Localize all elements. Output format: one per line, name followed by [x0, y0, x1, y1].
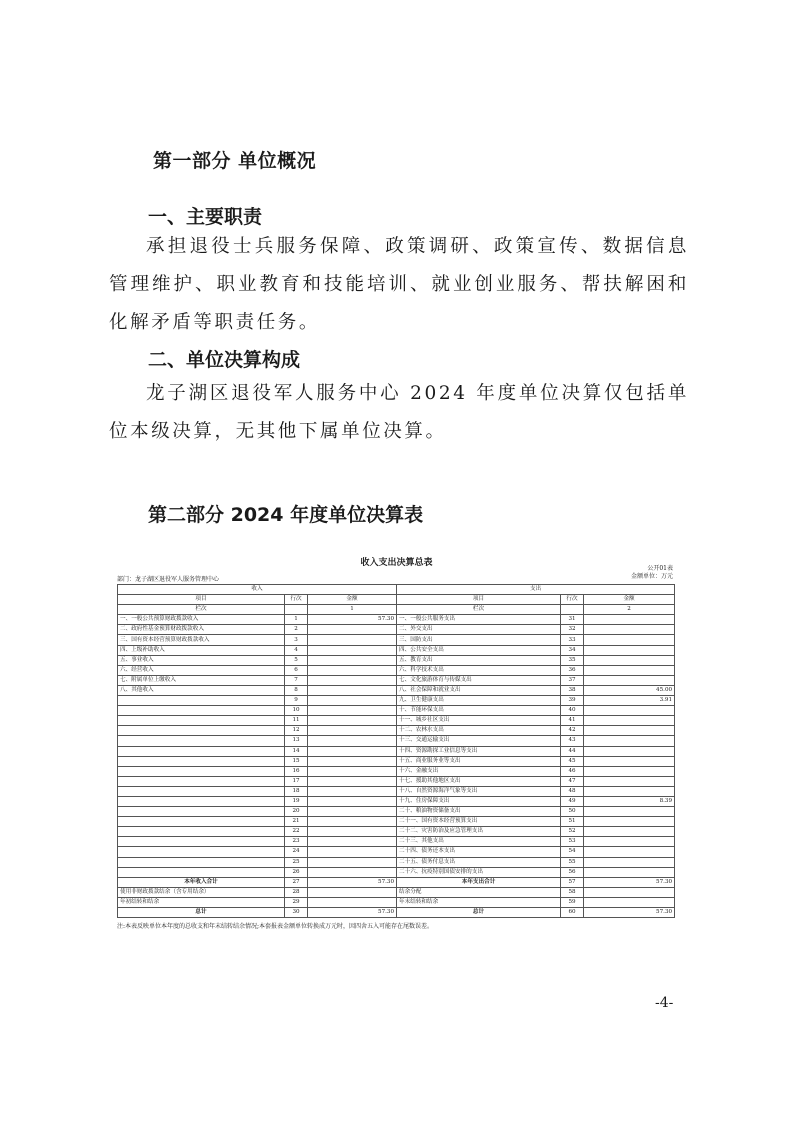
- income-col-amount: 金额: [308, 595, 397, 605]
- expense-row-cell: 41: [561, 716, 584, 726]
- expense-amount-cell: [584, 887, 675, 897]
- expense-item-cell: 一、一般公共服务支出: [397, 615, 561, 625]
- expense-amount-cell: 57.30: [584, 908, 675, 918]
- table-row: [118, 897, 675, 907]
- expense-row-cell: 43: [561, 736, 584, 746]
- income-row-cell: 10: [285, 706, 308, 716]
- part1-title: 第一部分 单位概况: [153, 150, 317, 172]
- income-amount-cell: [308, 685, 397, 695]
- income-row-cell: 16: [285, 766, 308, 776]
- expense-amount-cell: [584, 645, 675, 655]
- table-row: [118, 746, 675, 756]
- income-amount-cell: [308, 807, 397, 817]
- income-amount-cell: [308, 827, 397, 837]
- income-item-cell: [118, 746, 285, 756]
- income-amount-cell: 57.30: [308, 877, 397, 887]
- income-row-cell: 23: [285, 837, 308, 847]
- income-amount-cell: 57.30: [308, 615, 397, 625]
- expense-amount-cell: [584, 706, 675, 716]
- expense-row-cell: 58: [561, 887, 584, 897]
- income-col-item: 项目: [118, 595, 285, 605]
- table-row: [118, 756, 675, 766]
- expense-row-cell: 51: [561, 817, 584, 827]
- expense-amount-cell: [584, 897, 675, 907]
- table-row: [118, 817, 675, 827]
- income-amount-cell: [308, 766, 397, 776]
- income-item-cell: 五、事业收入: [118, 655, 285, 665]
- expense-header: 支出: [397, 585, 675, 595]
- expense-index-value: 2: [584, 605, 675, 615]
- income-item-cell: [118, 756, 285, 766]
- expense-amount-cell: 45.00: [584, 685, 675, 695]
- expense-item-cell: 六、科学技术支出: [397, 665, 561, 675]
- expense-amount-cell: [584, 837, 675, 847]
- expense-row-cell: 53: [561, 837, 584, 847]
- expense-row-cell: 35: [561, 655, 584, 665]
- section1-heading: 一、主要职责: [148, 206, 263, 228]
- income-row-cell: 19: [285, 796, 308, 806]
- table-row: [118, 706, 675, 716]
- income-amount-cell: [308, 716, 397, 726]
- table-row: [118, 766, 675, 776]
- table-department: 部门：龙子湖区退役军人服务管理中心: [117, 576, 220, 583]
- income-row-cell: 9: [285, 696, 308, 706]
- expense-row-cell: 45: [561, 756, 584, 766]
- expense-row-cell: 49: [561, 796, 584, 806]
- expense-item-cell: 总计: [397, 908, 561, 918]
- income-item-cell: [118, 716, 285, 726]
- expense-amount-cell: [584, 655, 675, 665]
- expense-amount-cell: [584, 817, 675, 827]
- income-item-cell: 使用非财政拨款结余（含专用结余）: [118, 887, 285, 897]
- income-header: 收入: [118, 585, 397, 595]
- expense-item-cell: 十七、援助其他地区支出: [397, 776, 561, 786]
- table-summary-row: [118, 908, 675, 918]
- table-group-header-row: [118, 585, 675, 595]
- income-row-cell: 17: [285, 776, 308, 786]
- income-row-cell: 30: [285, 908, 308, 918]
- expense-item-cell: 二十六、抗疫特别国债安排的支出: [397, 867, 561, 877]
- table-row: [118, 786, 675, 796]
- expense-amount-cell: [584, 786, 675, 796]
- income-item-cell: 二、政府性基金预算财政拨款收入: [118, 625, 285, 635]
- income-row-cell: 25: [285, 857, 308, 867]
- income-item-cell: [118, 706, 285, 716]
- expense-amount-cell: [584, 867, 675, 877]
- expense-amount-cell: [584, 726, 675, 736]
- income-amount-cell: [308, 887, 397, 897]
- expense-item-cell: 十二、农林水支出: [397, 726, 561, 736]
- table-row: [118, 857, 675, 867]
- income-row-cell: 20: [285, 807, 308, 817]
- income-row-cell: 4: [285, 645, 308, 655]
- income-item-cell: 七、附属单位上缴收入: [118, 675, 285, 685]
- table-row: [118, 776, 675, 786]
- income-row-cell: 15: [285, 756, 308, 766]
- table-row: [118, 837, 675, 847]
- table-row: [118, 736, 675, 746]
- income-item-cell: [118, 696, 285, 706]
- income-item-cell: 一、一般公共预算财政拨款收入: [118, 615, 285, 625]
- income-row-cell: 27: [285, 877, 308, 887]
- table-note: 注:本表反映单位本年度的总收支和年末结转结余情况;本套报表金额单位转换成万元时，因四舍五入可能存在尾数误差。: [117, 923, 434, 930]
- income-row-cell: 8: [285, 685, 308, 695]
- expense-row-cell: 48: [561, 786, 584, 796]
- expense-item-cell: 年末结转和结余: [397, 897, 561, 907]
- expense-col-amount: 金额: [584, 595, 675, 605]
- income-amount-cell: [308, 837, 397, 847]
- expense-amount-cell: [584, 625, 675, 635]
- income-amount-cell: [308, 675, 397, 685]
- expense-row-cell: 50: [561, 807, 584, 817]
- expense-col-item: 项目: [397, 595, 561, 605]
- income-row-cell: 6: [285, 665, 308, 675]
- expense-row-cell: 31: [561, 615, 584, 625]
- income-amount-cell: [308, 726, 397, 736]
- expense-item-cell: 二十四、债务还本支出: [397, 847, 561, 857]
- table-row: [118, 827, 675, 837]
- expense-row-cell: 38: [561, 685, 584, 695]
- income-item-cell: 总计: [118, 908, 285, 918]
- income-row-cell: 24: [285, 847, 308, 857]
- expense-row-cell: 52: [561, 827, 584, 837]
- income-row-cell: 1: [285, 615, 308, 625]
- income-amount-cell: [308, 706, 397, 716]
- table-row: [118, 655, 675, 665]
- table-index-row: [118, 605, 675, 615]
- section2-heading: 二、单位决算构成: [148, 349, 301, 371]
- expense-amount-cell: 8.39: [584, 796, 675, 806]
- income-item-cell: [118, 736, 285, 746]
- expense-amount-cell: [584, 756, 675, 766]
- table-row: [118, 665, 675, 675]
- expense-index-row: [561, 605, 584, 615]
- income-row-cell: 18: [285, 786, 308, 796]
- expense-row-cell: 42: [561, 726, 584, 736]
- income-row-cell: 5: [285, 655, 308, 665]
- expense-item-cell: 九、卫生健康支出: [397, 696, 561, 706]
- income-item-cell: 六、经营收入: [118, 665, 285, 675]
- section2-text: 龙子湖区退役军人服务中心 2024 年度单位决算仅包括单位本级决算，无其他下属单位决算。: [109, 383, 689, 442]
- income-item-cell: [118, 837, 285, 847]
- income-amount-cell: [308, 625, 397, 635]
- expense-amount-cell: [584, 807, 675, 817]
- table-row: [118, 625, 675, 635]
- income-row-cell: 12: [285, 726, 308, 736]
- expense-item-cell: 结余分配: [397, 887, 561, 897]
- table-row: [118, 635, 675, 645]
- expense-row-cell: 57: [561, 877, 584, 887]
- income-item-cell: 年初结转和结余: [118, 897, 285, 907]
- income-row-cell: 14: [285, 746, 308, 756]
- expense-item-cell: 十六、金融支出: [397, 766, 561, 776]
- expense-item-cell: 二十三、其他支出: [397, 837, 561, 847]
- income-item-cell: [118, 817, 285, 827]
- page-number: -4-: [655, 995, 674, 1011]
- expense-row-cell: 34: [561, 645, 584, 655]
- income-amount-cell: [308, 796, 397, 806]
- income-item-cell: [118, 857, 285, 867]
- income-amount-cell: [308, 857, 397, 867]
- table-unit: 金额单位：万元: [630, 573, 673, 580]
- expense-item-cell: 四、公共安全支出: [397, 645, 561, 655]
- income-amount-cell: 57.30: [308, 908, 397, 918]
- table-row: [118, 887, 675, 897]
- income-item-cell: 八、其他收入: [118, 685, 285, 695]
- expense-item-cell: 八、社会保障和就业支出: [397, 685, 561, 695]
- income-amount-cell: [308, 736, 397, 746]
- expense-row-cell: 36: [561, 665, 584, 675]
- expense-item-cell: 十九、住房保障支出: [397, 796, 561, 806]
- expense-row-cell: 44: [561, 746, 584, 756]
- income-amount-cell: [308, 756, 397, 766]
- expense-item-cell: 二十五、债务付息支出: [397, 857, 561, 867]
- income-index-value: 1: [308, 605, 397, 615]
- income-amount-cell: [308, 696, 397, 706]
- table-column-header-row: [118, 595, 675, 605]
- income-item-cell: [118, 827, 285, 837]
- income-item-cell: [118, 786, 285, 796]
- expense-row-cell: 47: [561, 776, 584, 786]
- expense-col-row: 行次: [561, 595, 584, 605]
- table-row: [118, 867, 675, 877]
- income-item-cell: 本年收入合计: [118, 877, 285, 887]
- expense-amount-cell: [584, 716, 675, 726]
- income-amount-cell: [308, 847, 397, 857]
- expense-row-cell: 55: [561, 857, 584, 867]
- income-amount-cell: [308, 776, 397, 786]
- income-item-cell: 三、国有资本经营预算财政拨款收入: [118, 635, 285, 645]
- expense-item-cell: 本年支出合计: [397, 877, 561, 887]
- expense-item-cell: 七、文化旅游体育与传媒支出: [397, 675, 561, 685]
- expense-index-label: 栏次: [397, 605, 561, 615]
- income-amount-cell: [308, 665, 397, 675]
- expense-amount-cell: [584, 635, 675, 645]
- income-row-cell: 29: [285, 897, 308, 907]
- table-row: [118, 675, 675, 685]
- expense-amount-cell: [584, 827, 675, 837]
- expense-row-cell: 40: [561, 706, 584, 716]
- expense-item-cell: 十、节能环保支出: [397, 706, 561, 716]
- income-amount-cell: [308, 817, 397, 827]
- table-row: [118, 847, 675, 857]
- table-row: [118, 685, 675, 695]
- income-amount-cell: [308, 655, 397, 665]
- income-index-label: 栏次: [118, 605, 285, 615]
- expense-item-cell: 十一、城乡社区支出: [397, 716, 561, 726]
- expense-item-cell: 十四、资源勘探工业信息等支出: [397, 746, 561, 756]
- expense-item-cell: 二十一、国有资本经营预算支出: [397, 817, 561, 827]
- expense-item-cell: 二十、粮油物资储备支出: [397, 807, 561, 817]
- table-row: [118, 726, 675, 736]
- expense-row-cell: 54: [561, 847, 584, 857]
- expense-amount-cell: [584, 736, 675, 746]
- expense-amount-cell: [584, 857, 675, 867]
- income-row-cell: 7: [285, 675, 308, 685]
- income-item-cell: [118, 766, 285, 776]
- income-row-cell: 22: [285, 827, 308, 837]
- expense-item-cell: 二十二、灾害防治及应急管理支出: [397, 827, 561, 837]
- expense-item-cell: 二、外交支出: [397, 625, 561, 635]
- expense-row-cell: 46: [561, 766, 584, 776]
- expense-row-cell: 39: [561, 696, 584, 706]
- income-row-cell: 2: [285, 625, 308, 635]
- table-row: [118, 807, 675, 817]
- income-row-cell: 21: [285, 817, 308, 827]
- table-row: [118, 796, 675, 806]
- income-item-cell: 四、上级补助收入: [118, 645, 285, 655]
- table-row: [118, 645, 675, 655]
- income-row-cell: 11: [285, 716, 308, 726]
- table-row: [118, 696, 675, 706]
- income-item-cell: [118, 807, 285, 817]
- expense-item-cell: 十八、自然资源海洋气象等支出: [397, 786, 561, 796]
- income-row-cell: 3: [285, 635, 308, 645]
- expense-amount-cell: [584, 675, 675, 685]
- expense-item-cell: 十三、交通运输支出: [397, 736, 561, 746]
- table-summary-row: [118, 877, 675, 887]
- income-item-cell: [118, 867, 285, 877]
- income-item-cell: [118, 847, 285, 857]
- expense-amount-cell: 3.91: [584, 696, 675, 706]
- expense-amount-cell: [584, 665, 675, 675]
- expense-amount-cell: [584, 746, 675, 756]
- income-row-cell: 13: [285, 736, 308, 746]
- expense-amount-cell: [584, 847, 675, 857]
- expense-amount-cell: 57.30: [584, 877, 675, 887]
- table-title: 收入支出决算总表: [360, 558, 433, 568]
- income-amount-cell: [308, 645, 397, 655]
- expense-item-cell: 十五、商业服务业等支出: [397, 756, 561, 766]
- expense-row-cell: 32: [561, 625, 584, 635]
- table-row: [118, 615, 675, 625]
- table-code: 公开01表: [647, 565, 673, 572]
- expense-amount-cell: [584, 615, 675, 625]
- expense-amount-cell: [584, 776, 675, 786]
- income-item-cell: [118, 776, 285, 786]
- income-col-row: 行次: [285, 595, 308, 605]
- table-row: [118, 716, 675, 726]
- income-row-cell: 28: [285, 887, 308, 897]
- income-amount-cell: [308, 786, 397, 796]
- income-amount-cell: [308, 867, 397, 877]
- income-amount-cell: [308, 897, 397, 907]
- income-amount-cell: [308, 746, 397, 756]
- part2-title: 第二部分 2024 年度单位决算表: [148, 504, 424, 526]
- expense-row-cell: 59: [561, 897, 584, 907]
- income-expense-table: [117, 584, 675, 918]
- income-item-cell: [118, 726, 285, 736]
- income-item-cell: [118, 796, 285, 806]
- expense-row-cell: 60: [561, 908, 584, 918]
- expense-item-cell: 三、国防支出: [397, 635, 561, 645]
- expense-row-cell: 56: [561, 867, 584, 877]
- income-amount-cell: [308, 635, 397, 645]
- income-index-row: [285, 605, 308, 615]
- section1-text: 承担退役士兵服务保障、政策调研、政策宣传、数据信息管理维护、职业教育和技能培训、就业创业服务、帮扶解困和化解矛盾等职责任务。: [109, 236, 689, 333]
- expense-row-cell: 37: [561, 675, 584, 685]
- expense-amount-cell: [584, 766, 675, 776]
- expense-item-cell: 五、教育支出: [397, 655, 561, 665]
- income-row-cell: 26: [285, 867, 308, 877]
- table-meta: [631, 565, 673, 581]
- expense-row-cell: 33: [561, 635, 584, 645]
